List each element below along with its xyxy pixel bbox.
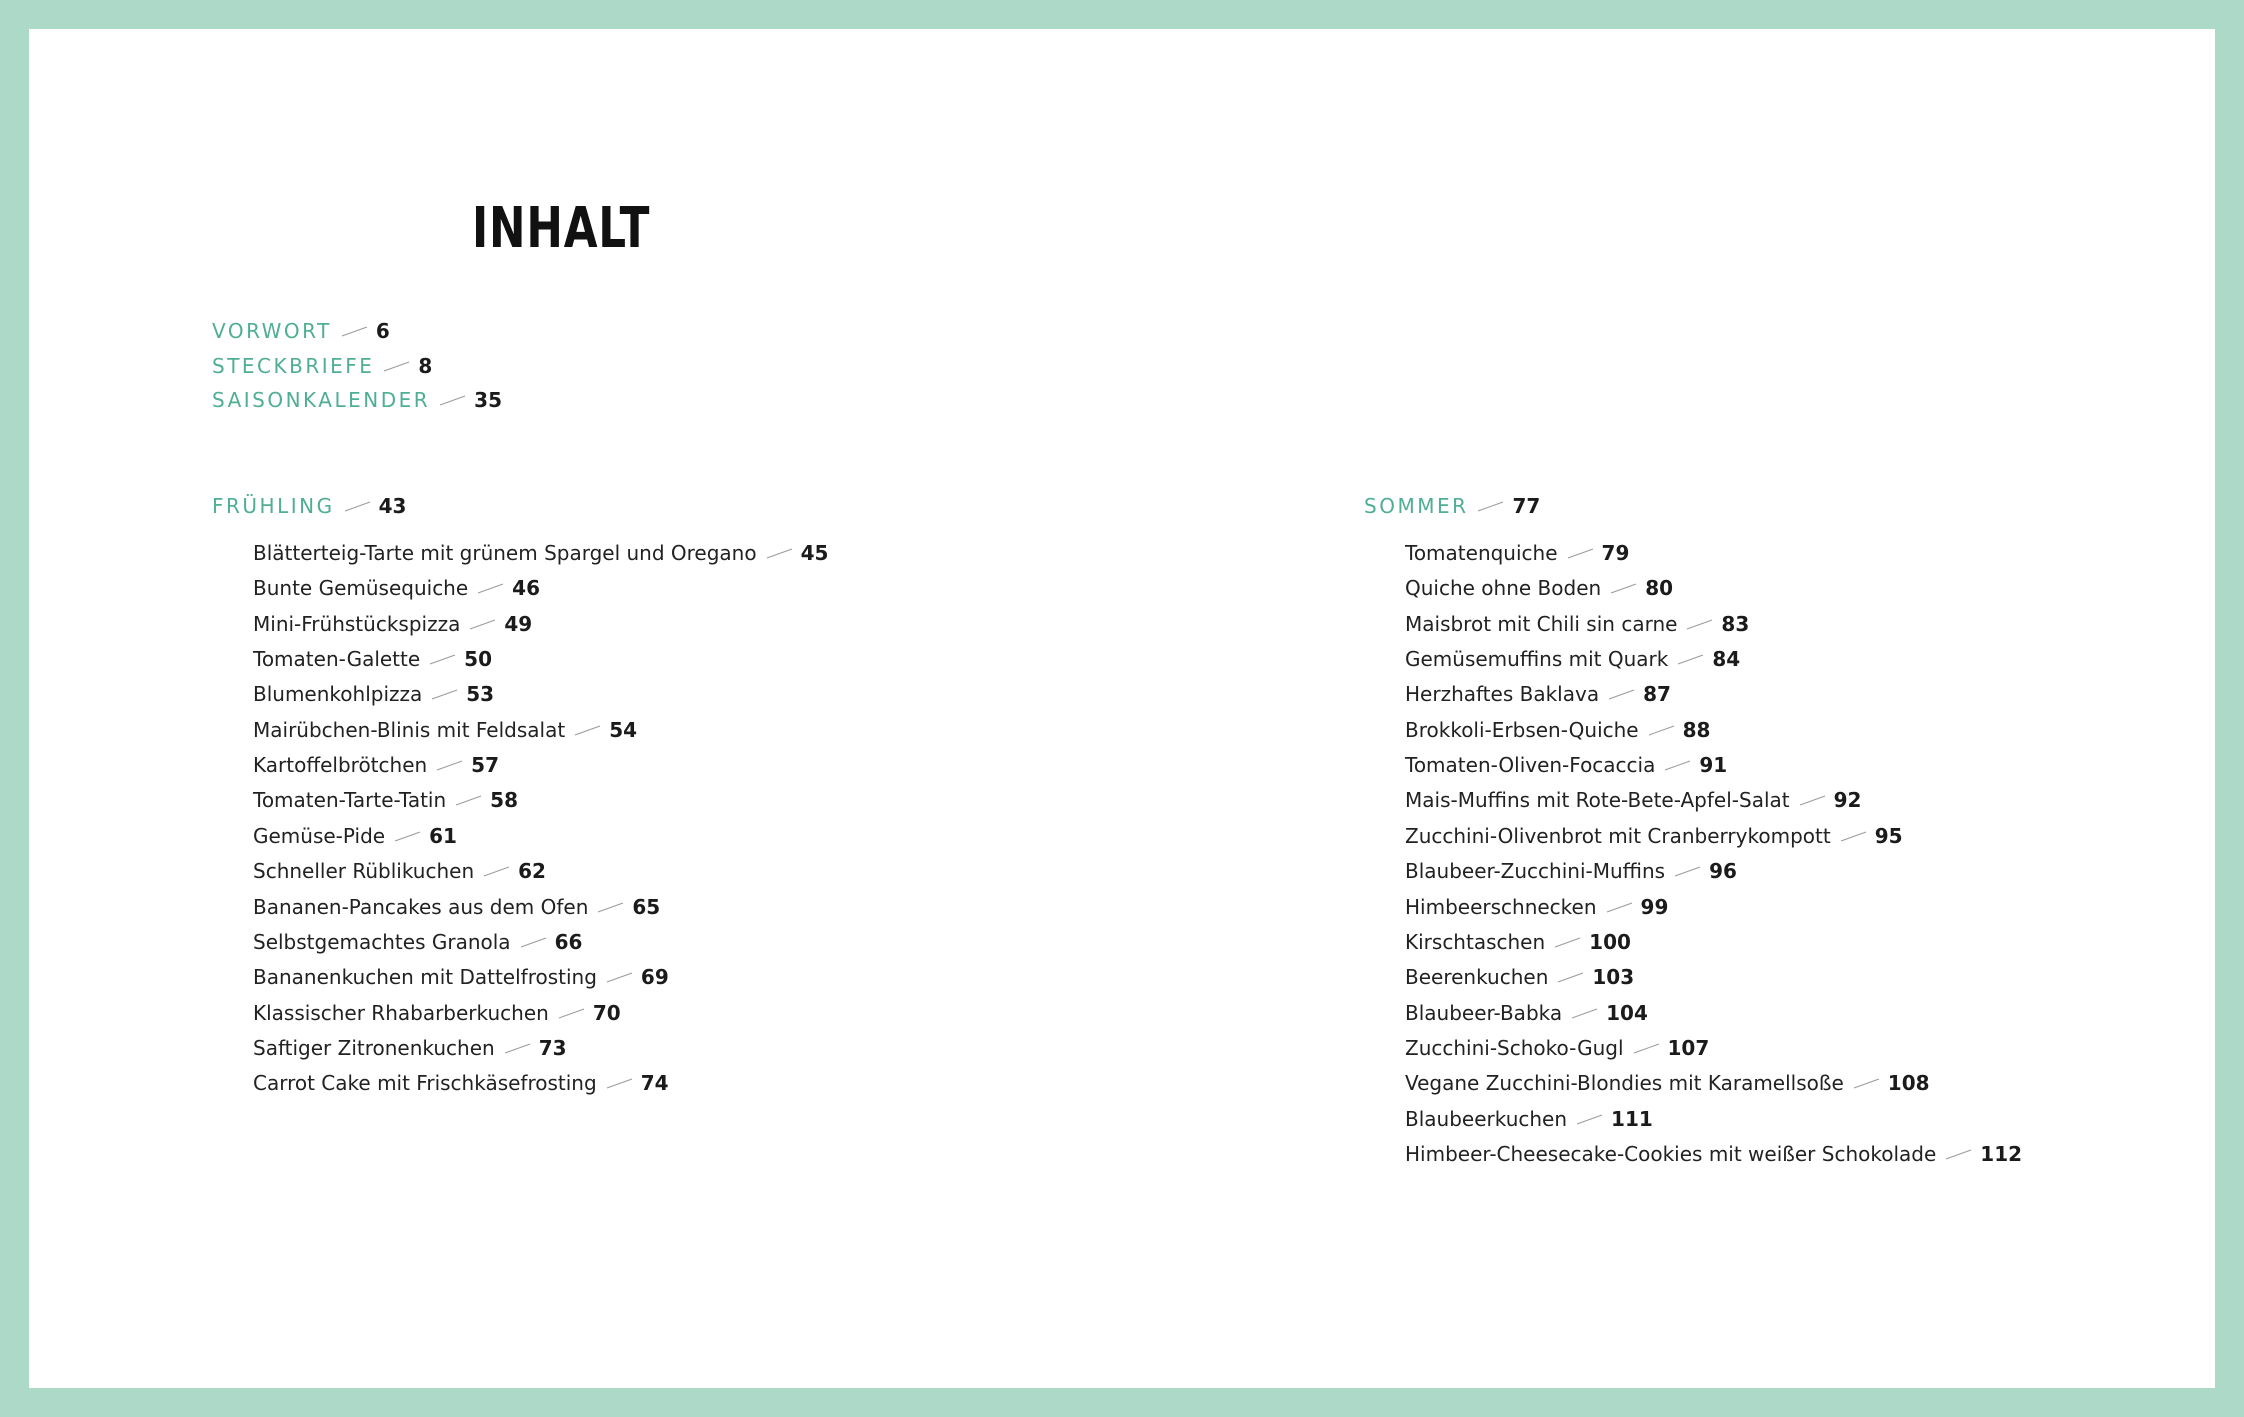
recipe-entry (253, 788, 518, 812)
recipe-entry-label: Blaubeer-Babka (1405, 1001, 1563, 1025)
recipe-entry-label: Tomatenquiche (1405, 541, 1558, 565)
recipe-entry (1405, 1036, 1709, 1060)
slash-separator-icon (431, 687, 458, 701)
section-heading-page-number: 43 (378, 494, 407, 518)
recipe-entry (1405, 859, 1737, 883)
recipe-entry-label: Selbstgemachtes Granola (253, 930, 511, 954)
recipe-entry (253, 824, 457, 848)
slash-separator-icon (469, 617, 496, 631)
intro-entry-page-number: 8 (418, 354, 433, 378)
recipe-entry-label: Zucchini-Schoko-Gugl (1405, 1036, 1624, 1060)
recipe-entry-page-number: 100 (1589, 930, 1631, 954)
recipe-entry (253, 753, 499, 777)
recipe-entry (253, 576, 540, 600)
recipe-entry (253, 930, 582, 954)
recipe-entry-label: Gemüse-Pide (253, 824, 386, 848)
recipe-entry (253, 612, 532, 636)
slash-separator-icon (439, 393, 466, 407)
slash-separator-icon (1853, 1076, 1880, 1090)
recipe-entry (253, 1036, 567, 1060)
recipe-entry-page-number: 50 (464, 647, 493, 671)
slash-separator-icon (558, 1006, 585, 1020)
recipe-entry-label: Saftiger Zitronenkuchen (253, 1036, 495, 1060)
recipe-entry-page-number: 111 (1611, 1107, 1653, 1131)
recipe-entry (1405, 576, 1673, 600)
slash-separator-icon (606, 1076, 633, 1090)
recipe-entry (1405, 930, 1631, 954)
recipe-entry (1405, 788, 1861, 812)
recipe-entry-label: Vegane Zucchini-Blondies mit Karamellsoße (1405, 1071, 1844, 1095)
recipe-entry-page-number: 91 (1699, 753, 1728, 777)
intro-entry-page-number: 35 (474, 388, 503, 412)
recipe-entry-page-number: 99 (1640, 895, 1669, 919)
recipe-entry-page-number: 66 (554, 930, 583, 954)
recipe-entry (1405, 895, 1668, 919)
recipe-entry-page-number: 112 (1980, 1142, 2023, 1166)
recipe-entry (1405, 1071, 1930, 1095)
recipe-entry-page-number: 108 (1887, 1071, 1930, 1095)
recipe-entry-label: Herzhaftes Baklava (1405, 682, 1600, 706)
section-heading-page-number: 77 (1512, 494, 1541, 518)
recipe-entry-label: Carrot Cake mit Frischkäsefrosting (253, 1071, 597, 1095)
recipe-entry-label: Kartoffelbrötchen (253, 753, 428, 777)
recipe-entry-page-number: 58 (490, 788, 518, 812)
book-page (29, 29, 2215, 1388)
recipe-entry-label: Mini-Frühstückspizza (253, 612, 461, 636)
slash-separator-icon (1606, 900, 1633, 914)
intro-entry-label: SAISONKALENDER (212, 388, 431, 412)
slash-separator-icon (1686, 617, 1713, 631)
recipe-entry (1405, 753, 1727, 777)
recipe-entry (253, 647, 492, 671)
recipe-entry-label: Blätterteig-Tarte mit grünem Spargel und Oregano (253, 541, 757, 565)
slash-separator-icon (1840, 829, 1867, 843)
recipe-entry-page-number: 53 (466, 682, 495, 706)
recipe-entry-page-number: 92 (1833, 788, 1862, 812)
slash-separator-icon (394, 829, 421, 843)
recipe-entry (1405, 718, 1710, 742)
slash-separator-icon (606, 970, 633, 984)
recipe-entry-page-number: 74 (640, 1071, 669, 1095)
recipe-entry-page-number: 87 (1643, 682, 1671, 706)
slash-separator-icon (429, 652, 456, 666)
slash-separator-icon (436, 758, 463, 772)
recipe-entry (1405, 1107, 1653, 1131)
slash-separator-icon (597, 900, 624, 914)
recipe-entry-page-number: 107 (1667, 1036, 1710, 1060)
recipe-entry-label: Blaubeerkuchen (1405, 1107, 1568, 1131)
intro-entry (212, 319, 390, 343)
slash-separator-icon (504, 1041, 531, 1055)
intro-entry-label: STECKBRIEFE (212, 354, 375, 378)
recipe-entry (253, 965, 669, 989)
recipe-entry-label: Gemüsemuffins mit Quark (1405, 647, 1669, 671)
recipe-entry-label: Quiche ohne Boden (1405, 576, 1602, 600)
recipe-entry (1405, 647, 1740, 671)
recipe-entry-page-number: 70 (592, 1001, 621, 1025)
slash-separator-icon (766, 546, 793, 560)
intro-entry-label: VORWORT (212, 319, 332, 343)
section-heading (1364, 494, 1540, 518)
recipe-entry-label: Brokkoli-Erbsen-Quiche (1405, 718, 1639, 742)
slash-separator-icon (1557, 970, 1584, 984)
recipe-entry-label: Bananen-Pancakes aus dem Ofen (253, 895, 589, 919)
slash-separator-icon (1610, 581, 1637, 595)
recipe-entry-label: Blaubeer-Zucchini-Muffins (1405, 859, 1666, 883)
slash-separator-icon (344, 499, 371, 513)
recipe-entry-page-number: 73 (538, 1036, 567, 1060)
recipe-entry-label: Maisbrot mit Chili sin carne (1405, 612, 1678, 636)
recipe-entry-label: Tomaten-Oliven-Focaccia (1405, 753, 1656, 777)
recipe-entry-page-number: 96 (1709, 859, 1737, 883)
recipe-entry-page-number: 45 (800, 541, 829, 565)
section-heading-label: SOMMER (1364, 494, 1469, 518)
intro-entry (212, 354, 432, 378)
slash-separator-icon (477, 581, 504, 595)
slash-separator-icon (1608, 687, 1635, 701)
recipe-entry (253, 1071, 669, 1095)
recipe-entry-page-number: 104 (1606, 1001, 1648, 1025)
recipe-entry-label: Beerenkuchen (1405, 965, 1549, 989)
recipe-entry (1405, 824, 1903, 848)
slash-separator-icon (1576, 1112, 1603, 1126)
recipe-entry-label: Himbeer-Cheesecake-Cookies mit weißer Schokolade (1405, 1142, 1937, 1166)
recipe-entry-label: Bunte Gemüsequiche (253, 576, 469, 600)
page-title: INHALT (472, 196, 651, 261)
slash-separator-icon (574, 723, 601, 737)
slash-separator-icon (1674, 864, 1701, 878)
slash-separator-icon (520, 935, 547, 949)
recipe-entry-page-number: 103 (1592, 965, 1635, 989)
recipe-entry-page-number: 95 (1874, 824, 1903, 848)
slash-separator-icon (341, 324, 368, 338)
recipe-entry-page-number: 65 (632, 895, 661, 919)
recipe-entry-label: Bananenkuchen mit Dattelfrosting (253, 965, 597, 989)
recipe-entry-page-number: 79 (1601, 541, 1630, 565)
recipe-entry-label: Tomaten-Tarte-Tatin (253, 788, 447, 812)
recipe-entry-page-number: 49 (504, 612, 533, 636)
recipe-entry-label: Tomaten-Galette (253, 647, 421, 671)
slash-separator-icon (1571, 1006, 1598, 1020)
recipe-entry-label: Himbeerschnecken (1405, 895, 1597, 919)
slash-separator-icon (1677, 652, 1704, 666)
recipe-entry (1405, 1142, 2022, 1166)
recipe-entry (253, 718, 637, 742)
intro-entry-page-number: 6 (375, 319, 390, 343)
section-heading-label: FRÜHLING (212, 494, 335, 518)
recipe-entry-page-number: 84 (1712, 647, 1741, 671)
recipe-entry-page-number: 69 (640, 965, 669, 989)
recipe-entry-page-number: 61 (429, 824, 457, 848)
recipe-entry (253, 859, 546, 883)
recipe-entry-page-number: 88 (1682, 718, 1711, 742)
slash-separator-icon (1945, 1147, 1972, 1161)
slash-separator-icon (1554, 935, 1581, 949)
recipe-entry-label: Zucchini-Olivenbrot mit Cranberrykompott (1405, 824, 1831, 848)
recipe-entry (253, 682, 494, 706)
recipe-entry (1405, 541, 1629, 565)
recipe-entry-page-number: 46 (512, 576, 541, 600)
slash-separator-icon (455, 793, 482, 807)
slash-separator-icon (1648, 723, 1675, 737)
recipe-entry-page-number: 62 (518, 859, 546, 883)
slash-separator-icon (483, 864, 510, 878)
slash-separator-icon (1664, 758, 1691, 772)
recipe-entry (1405, 1001, 1648, 1025)
recipe-entry-page-number: 83 (1721, 612, 1750, 636)
intro-entry (212, 388, 502, 412)
recipe-entry-page-number: 54 (609, 718, 638, 742)
recipe-entry-label: Klassischer Rhabarberkuchen (253, 1001, 549, 1025)
slash-separator-icon (1567, 546, 1594, 560)
slash-separator-icon (383, 359, 410, 373)
recipe-entry-label: Schneller Rüblikuchen (253, 859, 475, 883)
recipe-entry (1405, 682, 1671, 706)
slash-separator-icon (1799, 793, 1826, 807)
recipe-entry-label: Kirschtaschen (1405, 930, 1546, 954)
recipe-entry (253, 541, 828, 565)
recipe-entry (253, 895, 660, 919)
recipe-entry-label: Mais-Muffins mit Rote-Bete-Apfel-Salat (1405, 788, 1790, 812)
recipe-entry (1405, 965, 1634, 989)
recipe-entry (1405, 612, 1749, 636)
recipe-entry-page-number: 57 (471, 753, 500, 777)
slash-separator-icon (1477, 499, 1504, 513)
recipe-entry-label: Blumenkohlpizza (253, 682, 423, 706)
section-heading (212, 494, 406, 518)
recipe-entry-page-number: 80 (1645, 576, 1674, 600)
recipe-entry-label: Mairübchen-Blinis mit Feldsalat (253, 718, 566, 742)
recipe-entry (253, 1001, 621, 1025)
slash-separator-icon (1633, 1041, 1660, 1055)
